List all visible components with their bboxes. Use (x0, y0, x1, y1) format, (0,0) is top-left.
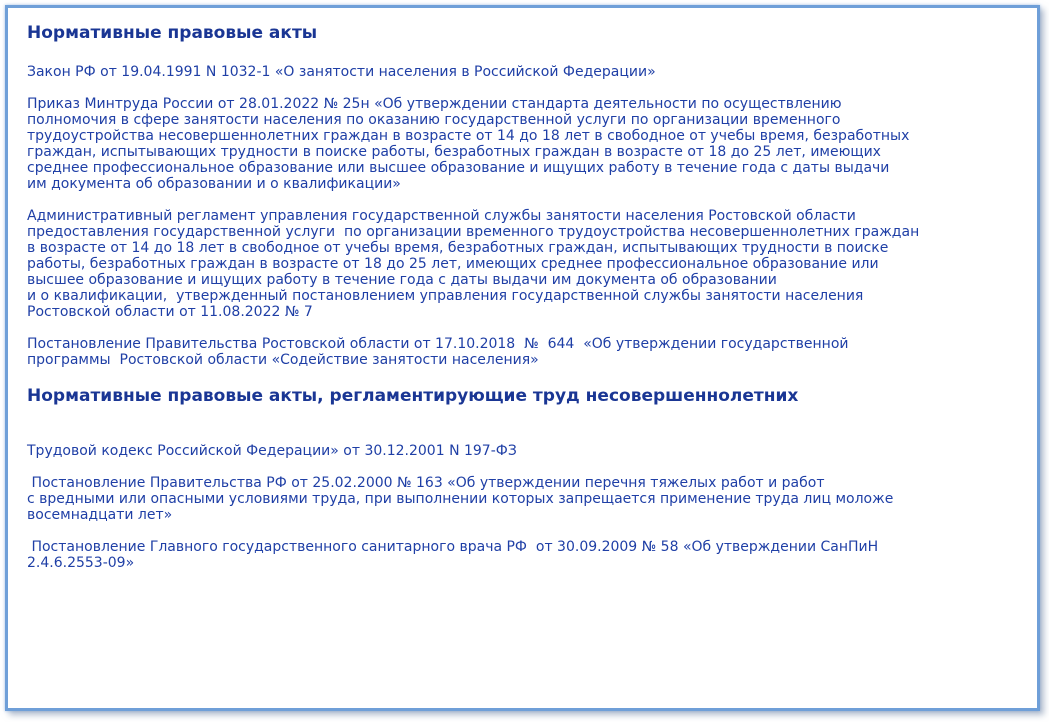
doc-item-admin-regulation (27, 208, 1027, 320)
doc-line: Постановление Правительства РФ от 25.02.2000 № 163 «Об утверждении перечня тяжелых работ и работ (27, 475, 825, 491)
section-title-minors-labor: Нормативные правовые акты, регламентирующие труд несовершеннолетних (27, 386, 799, 406)
doc-line: среднее профессиональное образование или высшее образование и ищущих работу в течение года с даты выдачи (27, 160, 890, 176)
doc-item-law-1032 (27, 64, 1027, 80)
doc-line: Ростовской области от 11.08.2022 № 7 (27, 304, 313, 320)
doc-line: Закон РФ от 19.04.1991 N 1032-1 «О занятости населения в Российской Федерации» (27, 64, 656, 80)
doc-line: Административный регламент управления государственной службы занятости населения Ростовской области (27, 208, 856, 224)
doc-line: полномочия в сфере занятости населения по оказанию государственной услуги по организации временного (27, 112, 841, 128)
document-content (27, 21, 1027, 571)
doc-line: работы, безработных граждан в возрасте от 18 до 25 лет, имеющих среднее профессиональное образование или (27, 256, 879, 272)
doc-line: высшее образование и ищущих работу в течение года с даты выдачи им документа об образовании (27, 272, 777, 288)
doc-line: в возрасте от 14 до 18 лет в свободное от учебы время, безработных граждан, испытывающих трудности в поиске (27, 240, 889, 256)
doc-line: Постановление Правительства Ростовской области от 17.10.2018 № 644 «Об утверждении государственной (27, 336, 849, 352)
doc-line: программы Ростовской области «Содействие занятости населения» (27, 352, 539, 368)
doc-line: 2.4.6.2553-09» (27, 555, 135, 571)
doc-line: Постановление Главного государственного санитарного врача РФ от 30.09.2009 № 58 «Об утверждении СанПиН (27, 539, 879, 555)
doc-line: с вредными или опасными условиями труда, при выполнении которых запрещается применение труда лиц моложе (27, 491, 894, 507)
document-frame (5, 5, 1040, 711)
section-title-legal-acts: Нормативные правовые акты (27, 23, 318, 43)
doc-line: Трудовой кодекс Российской Федерации» от 30.12.2001 N 197-ФЗ (27, 443, 517, 459)
doc-line: трудоустройства несовершеннолетних граждан в возрасте от 14 до 18 лет в свободное от учебы время, безработных (27, 128, 910, 144)
doc-item-order-25n (27, 96, 1027, 192)
doc-line: им документа об образовании и о квалификации» (27, 176, 401, 192)
doc-item-resolution-644 (27, 336, 1027, 368)
doc-line: восемнадцати лет» (27, 507, 173, 523)
doc-item-labor-code (27, 443, 1027, 459)
doc-item-sanpin (27, 539, 1027, 571)
doc-line: граждан, испытывающих трудности в поиске работы, безработных граждан в возрасте от 18 до 25 лет, имеющих (27, 144, 881, 160)
doc-line: предоставления государственной услуги по организации временного трудоустройства несовершеннолетних граждан (27, 224, 920, 240)
doc-item-resolution-163 (27, 475, 1027, 523)
doc-line: и о квалификации, утвержденный постановлением управления государственной службы занятости населения (27, 288, 864, 304)
doc-line: Приказ Минтруда России от 28.01.2022 № 25н «Об утверждении стандарта деятельности по осуществлению (27, 96, 842, 112)
